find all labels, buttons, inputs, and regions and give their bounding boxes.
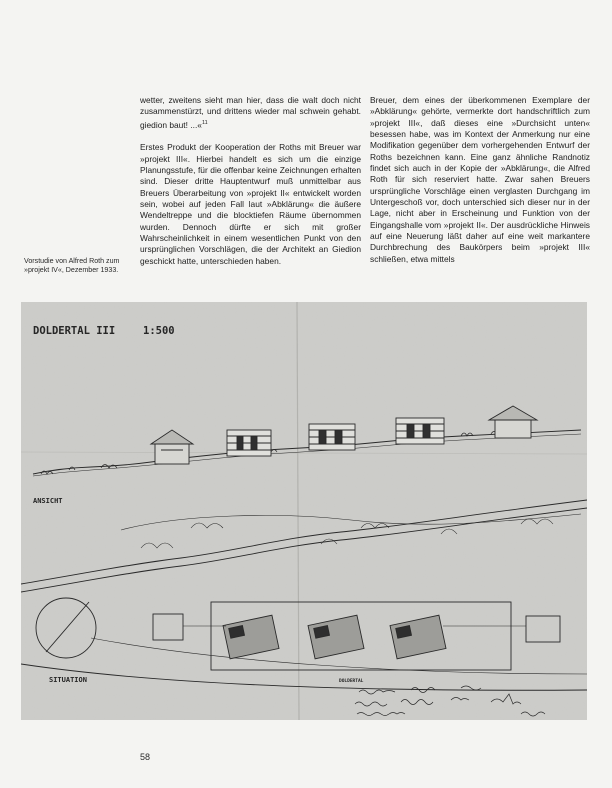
paragraph-text: wetter, zweitens sieht man hier, dass die walt doch nicht zusammenstürzt, und drittens wieder mal schwein gehabt. giedion baut! ...«: [140, 95, 361, 130]
paragraph: Breuer, dem eines der überkommenen Exemplare der »Abklärung« gehörte, vermerkte dort handschriftlich zum »projekt III«, daß dieses eine »Durchsicht unten« besessen habe, was im Kontext der Anmerkung nur eine Modifikation gegenüber dem vorhergehenden Entwurf der Roths bezeichnen kann. Eine ganz ähnliche Randnotiz findet sich auch in der Kopie der »Abklärung«, die Alfred Roth für sich reserviert hatte. Zwar sahen Breuers ursprüngliche Vorschläge einen verglasten Durchgang im Untergeschoß vor, doch unterschied sich dieser nur in der Lage, nicht aber in Erscheinung und Funktion von der Eingangshalle vom »projekt II«. Der ausdrückliche Hinweis auf eine Neuerung läßt daher auf eine weit markantere Durchbrechung des Baukörpers beim »projekt III« schließen, etwa mittels: [370, 95, 590, 264]
apartment-block-3: [396, 418, 444, 444]
footnote-mark: 11: [201, 119, 208, 126]
figure-caption: Vorstudie von Alfred Roth zum »projekt IV«, Dezember 1933.: [24, 257, 120, 275]
apartment-block-2: [309, 424, 355, 450]
architectural-drawing: [21, 302, 587, 720]
text-column-right: [370, 95, 590, 277]
site-label: SITUATION: [49, 676, 87, 684]
drawing-scale: 1:500: [143, 325, 175, 337]
elevation-label: ANSICHT: [33, 497, 63, 505]
page-number: 58: [140, 752, 151, 762]
drawing-title: DOLDERTAL III: [33, 325, 116, 337]
apartment-block-1: [227, 430, 271, 456]
paragraph: [140, 95, 361, 131]
street-label: DOLDERTAL: [339, 679, 364, 684]
text-column-middle: [140, 95, 361, 278]
drawing-canvas: [21, 302, 587, 720]
paragraph: Erstes Produkt der Kooperation der Roths mit Breuer war »projekt III«. Hierbei handelt es sich um die einzige Planungsstufe, für die offenbar keine Zeichnungen erhalten sind. Dieser dritte Hauptentwurf muß unmittelbar aus Breuers Überarbeitung von »projekt II« entwickelt worden sein, wobei auf jeden Fall laut »Abklärung« die äußere Wendeltreppe und die blocktiefen Räume übernommen wurden. Dennoch dürfte er sich mit großer Wahrscheinlichkeit in einem wesentlichen Punkt von den ursprünglichen Vorschlägen, die der Architekt an Giedion geschickt hatte, unterschieden haben.: [140, 142, 361, 266]
